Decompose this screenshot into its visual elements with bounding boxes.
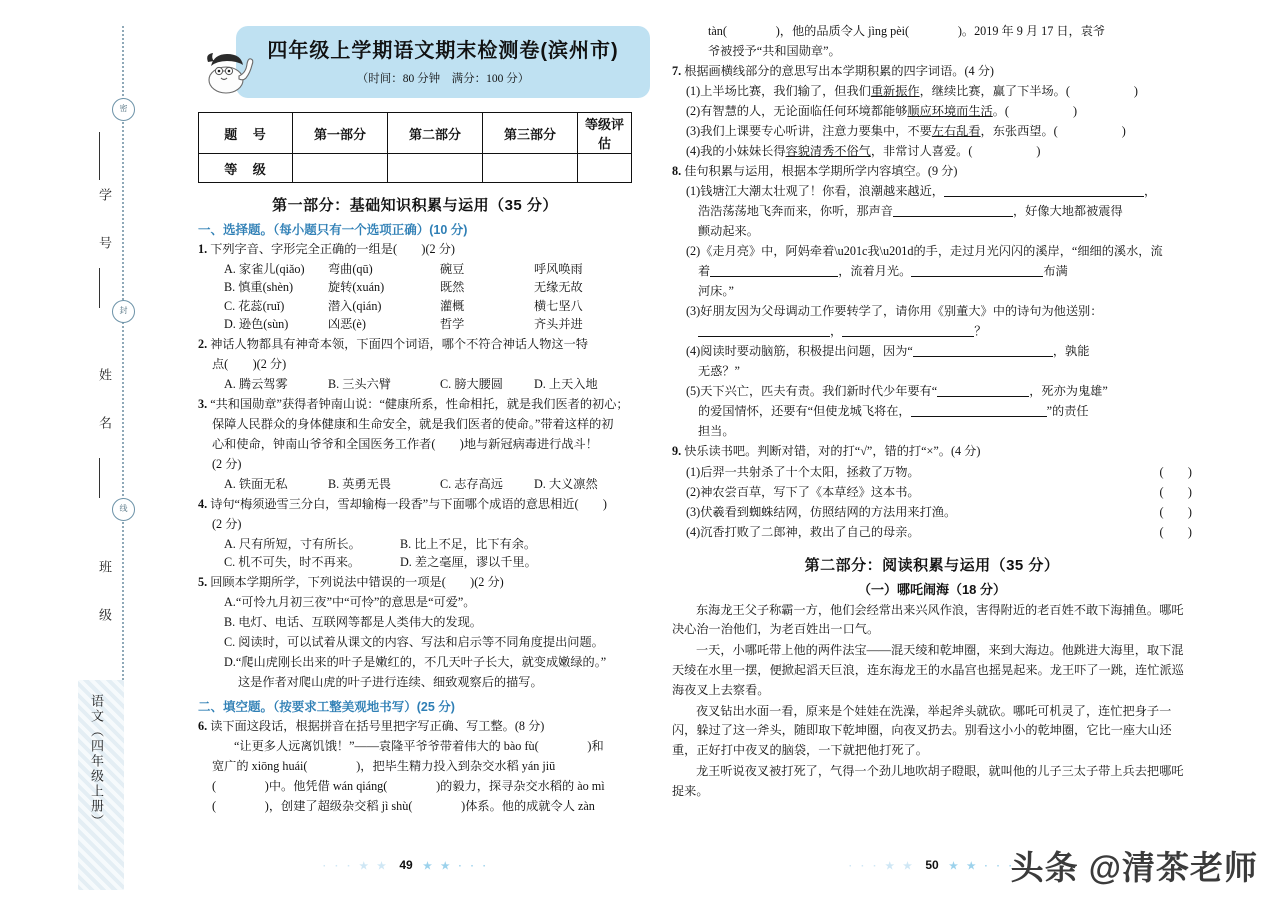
- q6-cont-line1: tàn( )，他的品质令人 jìng pèi( )。2019 年 9 月 17 日，袁爷: [708, 23, 1106, 38]
- title-banner-area: [198, 20, 632, 106]
- answer-blank[interactable]: [698, 336, 830, 337]
- question-4-line2: (2 分): [212, 516, 242, 531]
- right-column: [672, 20, 1192, 872]
- question-4-stem: [198, 495, 632, 514]
- q1-b-col4: 无缘无故: [534, 280, 583, 295]
- question-5-stem: [198, 573, 632, 592]
- page-footer-left: [180, 858, 632, 872]
- q9-item-2: [672, 483, 1192, 502]
- q8-item-1-line2: 浩浩荡荡地飞奔而来，你听，那声音 ，好像大地都被震得: [698, 203, 1123, 218]
- q1-b-col1[interactable]: B. 慎重(shèn): [224, 280, 294, 295]
- q1-c-col3: 灌概: [440, 298, 465, 313]
- section1-heading: 一、选择题。（每小题只有一个选项正确）(10 分): [198, 223, 468, 237]
- question-9-text: 快乐读书吧。判断对错，对的打“√”，错的打“×”。(4 分): [684, 444, 981, 459]
- q9-item-1-label: (1): [686, 464, 701, 479]
- q5-option-a[interactable]: A.“可怜九月初三夜”中“可怜”的意思是“可爱”。: [224, 594, 476, 609]
- q7-item-3: [672, 122, 1192, 141]
- answer-blank[interactable]: [913, 356, 1053, 357]
- question-3-stem: [198, 395, 632, 414]
- q9-item-4-label: (4): [686, 524, 701, 539]
- q1-d-col4: 齐头并进: [534, 316, 583, 331]
- question-1-stem: [198, 240, 632, 259]
- question-5-text: 回顾本学期所学，下列说法中错误的一项是( )(2 分): [210, 574, 504, 589]
- q7-item-2-label: (2): [686, 103, 701, 118]
- q1-c-col4: 横七坚八: [534, 298, 583, 313]
- q3-option-c[interactable]: C. 志存高远: [440, 476, 503, 491]
- q5-option-b[interactable]: B. 电灯、电话、互联网等都是人类伟大的发现。: [224, 614, 482, 629]
- q7-item-1-post: ，继续比赛，赢了下半场。(: [919, 83, 1070, 98]
- question-3-line1: “共和国勋章”获得者钟南山说：“健康所系，性命相托，就是我们医者的初心；: [210, 396, 629, 411]
- question-3-options: [198, 475, 632, 493]
- score-header-0: 题 号: [199, 113, 293, 154]
- question-9-number: 9.: [672, 444, 682, 459]
- q4-option-b[interactable]: B. 比上不足，比下有余。: [400, 536, 537, 551]
- q7-item-1-close[interactable]: ): [1133, 83, 1138, 98]
- question-6-line4: ( )，创建了超级杂交稻 jì shù( )体系。他的成就令人 zàn: [212, 798, 595, 813]
- table-row-grade: [199, 154, 632, 183]
- passage-title: （一）哪吒闹海（18 分）: [857, 581, 1007, 597]
- question-2-text-line1: 神话人物都具有神奇本领，下面四个词语，哪个不符合神话人物这一特: [210, 336, 588, 351]
- q7-item-2-underlined: 顺应环境而生活: [907, 103, 993, 118]
- q5-option-d[interactable]: D.“爬山虎刚长出来的叶子是嫩红的，不几天叶子长大，就变成嫩绿的。”: [224, 654, 607, 669]
- question-6-text: 读下面这段话，根据拼音在括号里把字写正确、写工整。(8 分): [210, 718, 545, 733]
- q9-item-2-label: (2): [686, 484, 701, 499]
- divider-line-3: [99, 458, 100, 498]
- q3-option-d[interactable]: D. 大义凛然: [534, 476, 598, 491]
- answer-blank[interactable]: [842, 336, 974, 337]
- q8-item-5-line2: 的爱国情怀，还要有“但使龙城飞将在， ”的责任: [698, 404, 1089, 419]
- seal-mark-2: 封: [112, 300, 135, 323]
- q8-item-1-line1: (1)钱塘江大潮太壮观了！你看，浪潮越来越近， ，: [686, 183, 1157, 198]
- sidebar-label-name: 姓 名: [97, 368, 112, 439]
- q1-a-col4: 呼风唤雨: [534, 262, 583, 277]
- seal-mark-1: 密: [112, 98, 135, 121]
- q1-b-col2: 旋转(xuán): [328, 280, 385, 295]
- q7-item-3-pre: 我们上课要专心听讲，注意力要集中，不要: [700, 123, 932, 138]
- q6-cont-line2: 爷被授予“共和国勋章”。: [708, 43, 841, 58]
- q8-item-1-label: (1): [686, 183, 701, 198]
- seal-mark-3: 线: [112, 498, 135, 521]
- score-header-1: 第一部分: [293, 113, 388, 154]
- q9-item-2-answer[interactable]: ( ): [1159, 484, 1192, 499]
- question-4-options-row2: [198, 553, 632, 571]
- footer-stars-right: ★ ★ · · ·: [423, 861, 490, 872]
- q7-item-3-underlined: 左右乱看: [931, 123, 981, 138]
- q8-item-4-line2: 无惑？”: [698, 364, 740, 379]
- q3-option-a[interactable]: A. 铁面无私: [224, 476, 288, 491]
- q8-item-3-line1: (3)好朋友因为父母调动工作要转学了，请你用《别董大》中的诗句为他送别：: [686, 304, 1103, 319]
- section2-heading: 二、填空题。（按要求工整美观地书写）(25 分): [198, 699, 455, 714]
- q8-item-4-line1: (4)阅读时要动脑筋，积极提出问题，因为“ ，孰能: [686, 344, 1090, 359]
- q5-option-d-note: 这是作者对爬山虎的叶子进行连续、细致观察后的描写。: [238, 675, 543, 690]
- question-5-number: 5.: [198, 574, 208, 589]
- q5-option-c[interactable]: C. 阅读时，可以试着从课文的内容、写法和启示等不同角度提出问题。: [224, 634, 604, 649]
- question-8-stem: [672, 162, 1192, 181]
- passage-paragraph-3: 夜叉钻出水面一看，原来是个娃娃在洗澡，举起斧头就砍。哪吒可机灵了，连忙把身子一闪，躲过了这一斧头，随即取下乾坤圈，向夜叉扔去。别看这小小的乾坤圈，它比一座大山还重，正好打中夜叉的脑袋，一下就把他打死了。: [672, 703, 1172, 758]
- footer-stars-left-2: · · · ★ ★: [848, 861, 915, 872]
- page-number-left: 49: [399, 858, 413, 872]
- q8-item-2-line3: 河床。”: [698, 284, 734, 299]
- q1-c-col2: 潜入(qián): [328, 298, 382, 313]
- q1-d-col2: 凶恶(è): [328, 316, 366, 331]
- q2-option-c[interactable]: C. 膀大腰圆: [440, 376, 503, 391]
- q7-item-2: [672, 102, 1192, 121]
- question-1-text: 下列字音、字形完全正确的一组是( )(2 分): [210, 242, 455, 256]
- student-mascot-icon: [198, 40, 260, 100]
- score-row-label: 等 级: [199, 154, 293, 183]
- q9-item-4-answer[interactable]: ( ): [1159, 524, 1192, 539]
- q1-b-col3: 既然: [440, 280, 465, 295]
- subject-tab: [78, 680, 124, 890]
- page-title: 四年级上学期语文期末检测卷(滨州市): [267, 40, 619, 62]
- q8-item-5-line3: 担当。: [698, 424, 735, 439]
- q9-item-3: [672, 503, 1192, 522]
- q7-item-1-underlined: 重新振作: [870, 83, 920, 98]
- q8-item-3-line2: ， ？: [672, 322, 1192, 341]
- q8-item-5-label: (5): [686, 384, 701, 399]
- question-4-options-row1: [198, 535, 632, 553]
- q7-item-4-post: ，非常讨人喜爱。(: [870, 143, 973, 158]
- passage-paragraph-1: 东海龙王父子称霸一方，他们会经常出来兴风作浪，害得附近的老百姓不敢下海捕鱼。哪吒决心治一治他们，为老百姓出一口气。: [672, 602, 1184, 637]
- question-2-options: [198, 375, 632, 393]
- q4-option-d[interactable]: D. 差之毫厘，谬以千里。: [400, 555, 537, 569]
- score-header-4: 等级评估: [578, 113, 632, 154]
- question-2-number: 2.: [198, 336, 208, 351]
- watermark-label: 头条 @清茶老师: [1010, 849, 1258, 886]
- exam-meta: （时间：80 分钟 满分：100 分）: [356, 73, 530, 85]
- score-header-2: 第二部分: [388, 113, 483, 154]
- question-7-number: 7.: [672, 63, 682, 78]
- q9-item-3-text: 伏羲看到蜘蛛结网，仿照结网的方法用来打渔。: [700, 504, 957, 519]
- q9-item-2-text: 神农尝百草，写下了《本草经》这本书。: [700, 484, 920, 499]
- q8-item-2-label: (2): [686, 244, 701, 259]
- q9-item-4-text: 沉香打败了二郎神，救出了自己的母亲。: [700, 524, 920, 539]
- q8-item-2-line2: 着 ，流着月光。 布满: [698, 264, 1068, 279]
- q2-option-b[interactable]: B. 三头六臂: [328, 376, 391, 391]
- sidebar-label-class: 班 级: [97, 560, 112, 631]
- q7-item-3-label: (3): [686, 123, 701, 138]
- question-7-text: 根据画横线部分的意思写出本学期积累的四字词语。(4 分): [684, 63, 994, 78]
- question-3-line4: (2 分): [212, 456, 242, 471]
- q9-item-4: [672, 523, 1192, 542]
- score-cell-part2[interactable]: [388, 154, 483, 183]
- title-banner: [236, 26, 650, 98]
- question-4-line1: 诗句“梅须逊雪三分白，雪却输梅一段香”与下面哪个成语的意思相近( ): [210, 496, 607, 511]
- answer-blank[interactable]: [710, 276, 838, 277]
- q4-option-c[interactable]: C. 机不可失，时不再来。: [224, 555, 361, 569]
- question-8-number: 8.: [672, 163, 682, 178]
- question-4-number: 4.: [198, 496, 208, 511]
- q1-d-col1[interactable]: D. 逊色(sùn): [224, 316, 289, 331]
- question-2-text-line2: 点( )(2 分): [212, 356, 287, 371]
- q9-item-3-answer[interactable]: ( ): [1159, 504, 1192, 519]
- footer-stars-left: · · · ★ ★: [322, 861, 389, 872]
- table-row-header: [199, 113, 632, 154]
- left-column: [180, 20, 632, 872]
- subject-tab-label: 语文（四年级上册）: [89, 694, 104, 829]
- answer-blank[interactable]: [937, 396, 1029, 397]
- q1-a-col1[interactable]: A. 家雀儿(qiǎo): [224, 262, 305, 277]
- q8-item-4-label: (4): [686, 344, 701, 359]
- score-cell-overall[interactable]: [578, 154, 632, 183]
- question-8-text: 佳句积累与运用，根据本学期所学内容填空。(9 分): [684, 163, 958, 178]
- part2-title: 第二部分：阅读积累与运用（35 分）: [804, 556, 1060, 574]
- divider-line-1: [99, 132, 100, 180]
- q1-c-col1[interactable]: C. 花蕊(ruǐ): [224, 298, 285, 313]
- q3-option-b[interactable]: B. 英勇无畏: [328, 476, 391, 491]
- q7-item-1-pre: 上半场比赛，我们输了，但我们: [700, 83, 871, 98]
- q7-item-4-pre: 我的小妹妹长得: [700, 143, 786, 158]
- page-number-right: 50: [925, 858, 939, 872]
- score-cell-part1[interactable]: [293, 154, 388, 183]
- q7-item-4-close[interactable]: ): [1036, 143, 1041, 158]
- q7-item-2-close[interactable]: ): [1072, 103, 1078, 118]
- question-1-option-row-b: [198, 278, 632, 296]
- question-6-line2: 宽广的 xiōng huái( )，把毕生精力投入到杂交水稻 yán jiū: [212, 758, 556, 773]
- q7-item-3-post: ，东张西望。(: [980, 123, 1058, 138]
- question-1-option-row-a: [198, 260, 632, 278]
- answer-blank[interactable]: [911, 276, 1043, 277]
- q4-option-a[interactable]: A. 尺有所短，寸有所长。: [224, 536, 361, 551]
- q9-item-1-text: 后羿一共射杀了十个太阳，拯救了万物。: [700, 464, 920, 479]
- question-6-stem: [198, 717, 632, 736]
- footer-stars-right-2: ★ ★ · · ·: [949, 861, 1016, 872]
- q7-item-1-label: (1): [686, 83, 701, 98]
- q7-item-4: [672, 142, 1192, 161]
- question-2-stem: [198, 335, 632, 354]
- sidebar-label-student-id: 学 号: [97, 188, 112, 259]
- divider-line-2: [99, 268, 100, 308]
- q9-item-1: [672, 463, 1192, 482]
- q1-d-col3: 哲学: [440, 316, 465, 331]
- q7-item-3-close[interactable]: ): [1121, 123, 1126, 138]
- q7-item-2-pre: 有智慧的人，无论面临任何环境都能够: [700, 103, 908, 118]
- question-6-line1: “让更多人远离饥饿！”——袁隆平爷爷带着伟大的 bào fù( )和: [234, 738, 604, 753]
- passage-paragraph-2: 一天，小哪吒带上他的两件法宝——混天绫和乾坤圈，来到大海边。他跳进大海里，取下混天绫在水里一摆，便掀起滔天巨浪，连东海龙王的水晶宫也摇晃起来。龙王吓了一跳，连忙派巡海夜叉上去察看。: [672, 643, 1184, 697]
- q8-item-5-line1: (5)天下兴亡，匹夫有责。我们新时代少年要有“ ，死亦为鬼雄”: [686, 384, 1108, 399]
- answer-blank[interactable]: [911, 416, 1047, 417]
- question-6-number: 6.: [198, 718, 208, 733]
- answer-blank[interactable]: [944, 196, 1144, 197]
- part1-title: 第一部分：基础知识积累与运用（35 分）: [272, 197, 558, 214]
- answer-blank[interactable]: [893, 216, 1013, 217]
- q1-a-col2: 弯曲(qū): [328, 262, 373, 277]
- q7-item-4-label: (4): [686, 143, 701, 158]
- q7-item-4-underlined: 容貌清秀不俗气: [785, 143, 871, 158]
- score-table: [198, 112, 632, 183]
- q8-item-3-label: (3): [686, 304, 701, 319]
- q7-item-2-post: 。(: [992, 103, 1009, 118]
- question-3-number: 3.: [198, 396, 208, 411]
- q2-option-d[interactable]: D. 上天入地: [534, 376, 598, 391]
- question-3-line3: 心和使命，钟南山爷爷和全国医务工作者( )地与新冠病毒进行战斗！: [212, 436, 598, 451]
- q8-item-2-line1: (2)《走月亮》中，阿妈牵着\u201c我\u201d的手，走过月光闪闪的溪岸，“细细的溪水，流: [686, 244, 1163, 259]
- question-1-option-row-d: [198, 315, 632, 333]
- question-1-option-row-c: [198, 297, 632, 315]
- q9-item-1-answer[interactable]: ( ): [1159, 464, 1192, 479]
- q2-option-a[interactable]: A. 腾云驾雾: [224, 376, 288, 391]
- seal-line-strip: [78, 20, 140, 880]
- question-3-line2: 保障人民群众的身体健康和生命安全，就是我们医者的使命。”带着这样的初: [212, 416, 614, 431]
- score-header-3: 第三部分: [483, 113, 578, 154]
- question-1-number: 1.: [198, 242, 208, 256]
- q8-item-1-line3: 颤动起来。: [698, 223, 759, 238]
- q9-item-3-label: (3): [686, 504, 701, 519]
- q7-item-1: [672, 82, 1192, 101]
- q1-a-col3: 碗豆: [440, 262, 465, 277]
- passage-paragraph-4: 龙王听说夜叉被打死了，气得一个劲儿地吹胡子瞪眼，就叫他的儿子三太子带上兵去把哪吒捉来。: [672, 763, 1184, 798]
- question-6-line3: ( )中。他凭借 wán qiáng( )的毅力，探寻杂交水稻的 ào mì: [212, 778, 605, 793]
- question-7-stem: [672, 62, 1192, 81]
- score-cell-part3[interactable]: [483, 154, 578, 183]
- question-9-stem: [672, 442, 1192, 461]
